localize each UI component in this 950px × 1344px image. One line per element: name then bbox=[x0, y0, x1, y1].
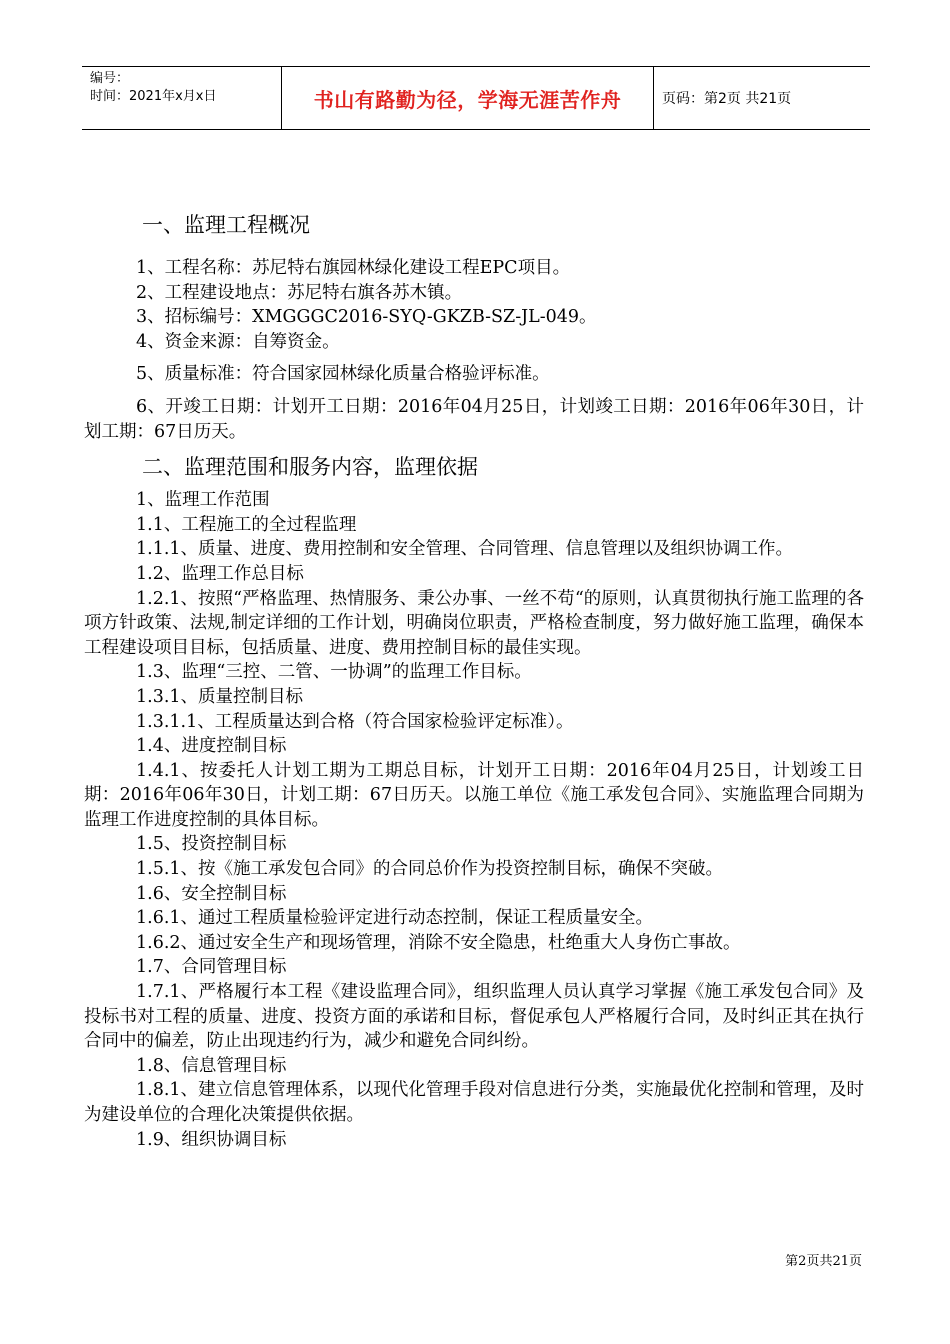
document-date-label: 时间：2021年x月x日 bbox=[90, 89, 217, 104]
paragraph: 1.4.1、按委托人计划工期为工期总目标，计划开工日期：2016年04月25日，计划竣工日期：2016年06年30日，计划工期：67日历天。以施工单位《施工承发包合同》、实施监理合同期为监理工作进度控制的具体目标。 bbox=[84, 760, 864, 830]
page-footer: 第2页共21页 bbox=[785, 1254, 862, 1269]
paragraph: 1、监理工作范围 bbox=[136, 490, 270, 511]
paragraph: 2、工程建设地点：苏尼特右旗各苏木镇。 bbox=[136, 282, 463, 303]
header-left-cell bbox=[82, 67, 282, 129]
section-heading-2: 二、监理范围和服务内容，监理依据 bbox=[142, 455, 478, 480]
paragraph: 1.1、工程施工的全过程监理 bbox=[136, 514, 357, 535]
paragraph: 1.6、安全控制目标 bbox=[136, 883, 287, 904]
paragraph: 1.1.1、质量、进度、费用控制和安全管理、合同管理、信息管理以及组织协调工作。 bbox=[136, 539, 794, 560]
paragraph: 1.6.1、通过工程质量检验评定进行动态控制，保证工程质量安全。 bbox=[136, 908, 654, 929]
paragraph: 1.2.1、按照“严格监理、热情服务、秉公办事、一丝不苟“的原则，认真贯彻执行施工监理的各项方针政策、法规,制定详细的工作计划，明确岗位职责，严格检查制度，努力做好施工监理，确保本工程建设项目目标，包括质量、进度、费用控制目标的最佳实现。 bbox=[84, 588, 864, 658]
paragraph: 1.9、组织协调目标 bbox=[136, 1129, 287, 1150]
paragraph: 1.8、信息管理目标 bbox=[136, 1055, 287, 1076]
paragraph: 5、质量标准：符合国家园林绿化质量合格验评标准。 bbox=[136, 364, 550, 385]
paragraph: 1.3、监理“三控、二管、一协调”的监理工作目标。 bbox=[136, 662, 532, 683]
paragraph: 1.3.1、质量控制目标 bbox=[136, 686, 304, 707]
document-body bbox=[84, 212, 864, 1152]
paragraph: 1.8.1、建立信息管理体系，以现代化管理手段对信息进行分类，实施最优化控制和管理，及时为建设单位的合理化决策提供依据。 bbox=[84, 1080, 864, 1125]
paragraph: 3、招标编号：XMGGGC2016-SYQ-GKZB-SZ-JL-049。 bbox=[136, 307, 597, 328]
paragraph: 1.6.2、通过安全生产和现场管理，消除不安全隐患，杜绝重大人身伤亡事故。 bbox=[136, 932, 741, 953]
document-number-label: 编号： bbox=[90, 71, 130, 86]
paragraph: 1.5.1、按《施工承发包合同》的合同总价作为投资控制目标，确保不突破。 bbox=[136, 859, 724, 880]
paragraph: 1.5、投资控制目标 bbox=[136, 834, 287, 855]
paragraph: 1.7、合同管理目标 bbox=[136, 957, 287, 978]
paragraph: 4、资金来源：自筹资金。 bbox=[136, 331, 340, 352]
paragraph: 1.2、监理工作总目标 bbox=[136, 563, 304, 584]
paragraph: 1.7.1、严格履行本工程《建设监理合同》，组织监理人员认真学习掌握《施工承发包合同》及投标书对工程的质量、进度、投资方面的承诺和目标，督促承包人严格履行合同，及时纠正其在执行合同中的偏差，防止出现违约行为，减少和避免合同纠纷。 bbox=[84, 982, 864, 1052]
header-motto: 书山有路勤为径，学海无涯苦作舟 bbox=[282, 67, 654, 129]
paragraph: 1.4、进度控制目标 bbox=[136, 736, 287, 757]
section-heading-1: 一、监理工程概况 bbox=[142, 213, 310, 237]
paragraph: 6、开竣工日期：计划开工日期：2016年04月25日，计划竣工日期：2016年06年30日，计划工期：67日历天。 bbox=[84, 396, 864, 442]
page-header bbox=[82, 66, 870, 130]
header-page-number: 页码：第2页 共21页 bbox=[662, 91, 792, 107]
paragraph: 1.3.1.1、工程质量达到合格（符合国家检验评定标准）。 bbox=[136, 711, 574, 732]
paragraph: 1、工程名称：苏尼特右旗园林绿化建设工程EPC项目。 bbox=[136, 258, 571, 278]
